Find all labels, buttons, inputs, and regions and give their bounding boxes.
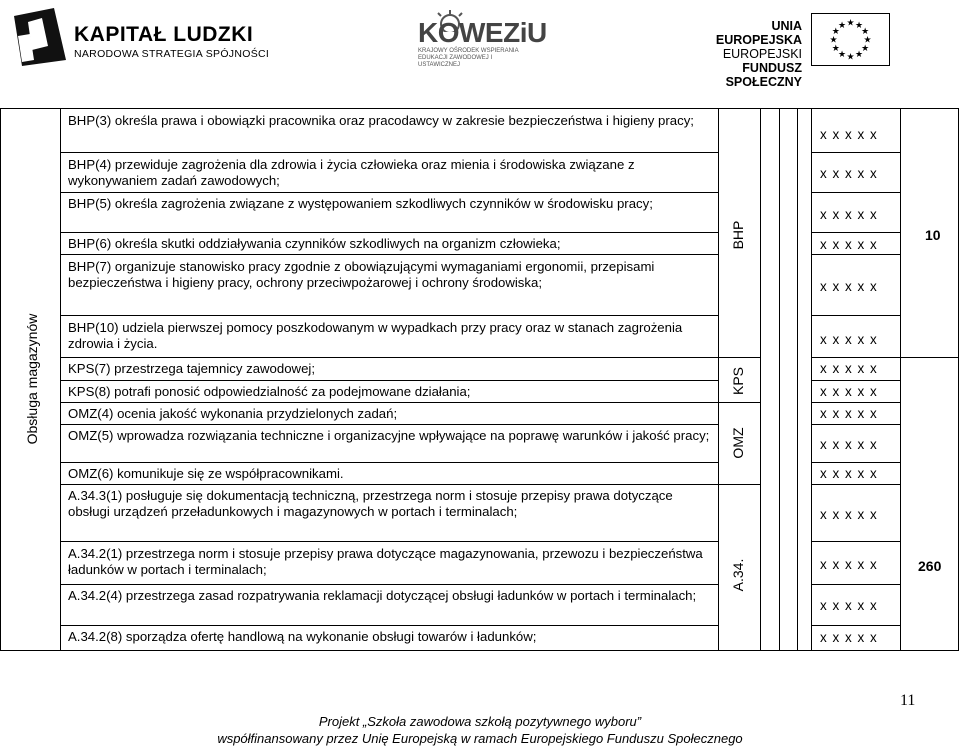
table-row: BHP(6) określa skutki oddziaływania czynników szkodliwych na organizm człowieka; [68,236,561,251]
row-marks: x x x x x [820,406,877,421]
marks-separator [811,232,900,233]
row-marks: x x x x x [820,384,877,399]
ue-subtitle: EUROPEJSKI [722,47,802,61]
row-separator [60,254,718,255]
marks-separator [811,254,900,255]
marks-separator [811,152,900,153]
table-divider-col2 [797,108,798,650]
table-divider-section [60,108,61,650]
row-separator [60,315,718,316]
table-divider-col1 [779,108,780,650]
table-divider-group [760,108,761,650]
footer-line-2: współfinansowany przez Unię Europejską w ramach Europejskiego Funduszu Społecznego [217,731,743,746]
kowezu-subtitle-2: EDUKACJI ZAWODOWEJ I USTAWICZNEJ [418,55,493,68]
section-label: Obsługa magazynów [24,313,40,445]
row-separator [60,424,718,425]
ue-fund: FUNDUSZ SPOŁECZNY [725,61,802,89]
flag-star-icon: ★ [863,34,872,45]
row-separator [60,462,718,463]
group-separator [718,484,760,485]
page-header [0,0,960,96]
flag-star-icon: ★ [831,26,840,36]
row-separator [60,357,718,358]
kowezu-subtitle-1: KRAJOWY OŚRODEK WSPIERANIA [418,48,519,54]
row-separator [60,584,718,585]
flag-star-icon: ★ [837,19,847,30]
row-marks: x x x x x [820,466,877,481]
flag-star-icon: ★ [861,26,870,36]
row-separator [60,402,718,403]
number-separator [900,357,958,358]
row-marks: x x x x x [820,630,877,645]
marks-separator [811,625,900,626]
row-marks: x x x x x [820,437,877,452]
table-row: KPS(7) przestrzega tajemnicy zawodowej; [68,361,316,376]
table-row: BHP(10) udziela pierwszej pomocy poszkodowanym w wypadkach przy pracy oraz w stanach zagrożenia zdrowia i życia. [68,320,683,351]
row-separator [60,541,718,542]
table-row: A.34.2(1) przestrzega norm i stosuje przepisy prawa dotyczące magazynowania, przewozu i bezpieczeństwa ładunków w portach i terminalach; [68,546,703,577]
row-marks: x x x x x [820,127,877,142]
flag-star-icon: ★ [854,49,864,60]
eu-flag-icon [811,13,890,66]
kapital-ludzki-title: KAPITAŁ LUDZKI [74,23,254,46]
ue-title: UNIA EUROPEJSKA [715,19,802,47]
table-row: A.34.2(4) przestrzega zasad rozpatrywania reklamacji dotyczącej obsługi ładunków w portach i terminalach; [68,588,697,603]
table-row: OMZ(5) wprowadza rozwiązania techniczne i organizacyjne wpływające na poprawę warunków i jakość pracy; [68,428,710,443]
marks-separator [811,315,900,316]
row-separator [60,152,718,153]
marks-separator [811,192,900,193]
marks-separator [811,484,900,485]
table-border-left [0,108,1,650]
table-row: OMZ(6) komunikuje się ze współpracownikami. [68,466,344,481]
kowezu-title: KOWEZiU [418,17,547,48]
table-row: BHP(5) określa zagrożenia związane z występowaniem szkodliwych czynników w środowisku pracy; [68,196,653,211]
table-divider-col3 [811,108,812,650]
flag-star-icon: ★ [861,43,870,53]
row-marks: x x x x x [820,557,877,572]
table-row: A.34.3(1) posługuje się dokumentacją techniczną, przestrzega norm i stosuje przepisy prawa dotyczące obsługi urządzeń przeładunkowych i magazynowych w portach i terminalach; [68,488,673,519]
table-row: BHP(3) określa prawa i obowiązki pracownika oraz pracodawcy w zakresie bezpieczeństwa i higieny pracy; [68,113,694,128]
group-label-a34: A.34. [730,558,746,592]
table-divider-text [718,108,719,650]
hours-value-2: 260 [918,558,942,574]
marks-separator [811,357,900,358]
marks-separator [811,424,900,425]
group-label-bhp: BHP [730,220,746,250]
row-marks: x x x x x [820,279,877,294]
page-number: 11 [900,692,916,709]
marks-separator [811,541,900,542]
marks-separator [811,462,900,463]
flag-star-icon: ★ [854,19,864,30]
marks-separator [811,380,900,381]
flag-star-icon: ★ [831,43,840,53]
flag-star-icon: ★ [837,49,847,60]
row-separator [60,484,718,485]
row-marks: x x x x x [820,237,877,252]
marks-separator [811,402,900,403]
group-label-omz: OMZ [730,427,746,459]
table-row: KPS(8) potrafi ponosić odpowiedzialność za podejmowane działania; [68,384,471,399]
table-row: BHP(7) organizuje stanowisko pracy zgodnie z obowiązującymi wymaganiami ergonomii, przepisami bezpieczeństwa i higieny pracy, ochrony przeciwpożarowej i ochrony środowiska; [68,259,655,290]
flag-star-icon: ★ [829,34,838,45]
row-separator [60,232,718,233]
table-row: A.34.2(8) sporządza ofertę handlową na wykonanie obsługi towarów i ładunków; [68,629,537,644]
row-marks: x x x x x [820,207,877,222]
row-marks: x x x x x [820,507,877,522]
table-row: OMZ(4) ocenia jakość wykonania przydzielonych zadań; [68,406,398,421]
table-row: BHP(4) przewiduje zagrożenia dla zdrowia i życia człowieka oraz mienia i środowiska związane z wykonywaniem zadań zawodowych; [68,157,635,188]
row-separator [60,380,718,381]
footer-line-1: Projekt „Szkoła zawodowa szkołą pozytywnego wyboru” [318,714,642,729]
group-label-kps: KPS [730,367,746,396]
kapital-ludzki-logo-icon [8,6,68,68]
flag-star-icon: ★ [846,17,855,28]
hours-value-1: 10 [925,227,941,243]
table-divider-marks [900,108,901,650]
flag-star-icon: ★ [846,51,855,62]
kapital-ludzki-subtitle: NARODOWA STRATEGIA SPÓJNOŚCI [74,48,270,60]
marks-separator [811,584,900,585]
row-separator [60,625,718,626]
row-separator [60,192,718,193]
row-marks: x x x x x [820,332,877,347]
row-marks: x x x x x [820,166,877,181]
row-marks: x x x x x [820,598,877,613]
row-marks: x x x x x [820,361,877,376]
